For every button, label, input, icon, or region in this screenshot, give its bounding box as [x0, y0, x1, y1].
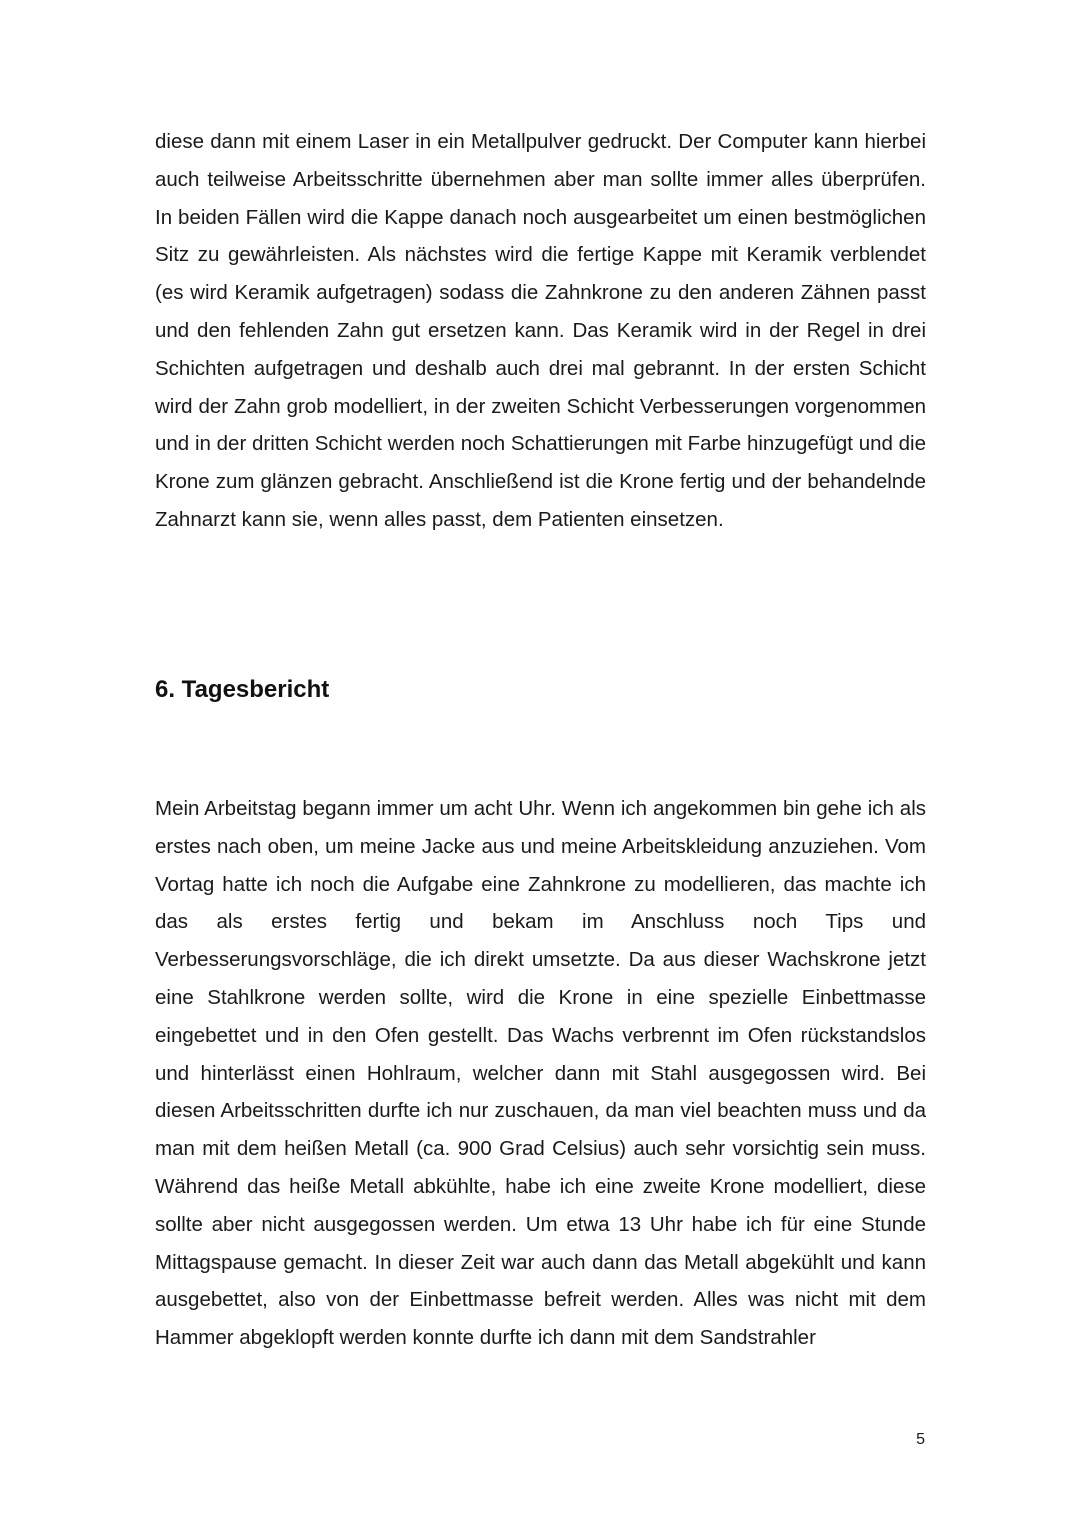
body-paragraph-daily-report: Mein Arbeitstag begann immer um acht Uhr. Wenn ich angekommen bin gehe ich als erstes nach oben, um meine Jacke aus und meine Arbeitskleidung anzuziehen. Vom Vortag hatte ich noch die Aufgabe eine Zahnkrone zu modellieren, das machte ich das als erstes fertig und bekam im Anschluss noch Tips und Verbesserungsvorschläge, die ich direkt umsetzte. Da aus dieser Wachskrone jetzt eine Stahlkrone werden sollte, wird die Krone in eine spezielle Einbettmasse eingebettet und in den Ofen gestellt. Das Wachs verbrennt im Ofen rückstandslos und hinterlässt einen Hohlraum, welcher dann mit Stahl ausgegossen wird. Bei diesen Arbeitsschritten durfte ich nur zuschauen, da man viel beachten muss und da man mit dem heißen Metall (ca. 900 Grad Celsius) auch sehr vorsichtig sein muss. Während das heiße Metall abkühlte, habe ich eine zweite Krone modelliert, diese sollte aber nicht ausgegossen werden. Um etwa 13 Uhr habe ich für eine Stunde Mittagspause gemacht. In dieser Zeit war auch dann das Metall abgekühlt und kann ausgebettet, also von der Einbettmasse befreit werden. Alles was nicht mit dem Hammer abgeklopft werden konnte durfte ich dann mit dem Sandstrahler: [155, 797, 926, 1350]
body-paragraph-continued: diese dann mit einem Laser in ein Metallpulver gedruckt. Der Computer kann hierbei auch teilweise Arbeitsschritte übernehmen aber man sollte immer alles überprüfen. In beiden Fällen wird die Kappe danach noch ausgearbeitet um einen bestmöglichen Sitz zu gewährleisten. Als nächstes wird die fertige Kappe mit Keramik verblendet (es wird Keramik aufgetragen) sodass die Zahnkrone zu den anderen Zähnen passt und den fehlenden Zahn gut ersetzen kann. Das Keramik wird in der Regel in drei Schichten aufgetragen und deshalb auch drei mal gebrannt. In der ersten Schicht wird der Zahn grob modelliert, in der zweiten Schicht Verbesserungen vorgenommen und in der dritten Schicht werden noch Schattierungen mit Farbe hinzugefügt und die Krone zum glänzen gebracht. Anschließend ist die Krone fertig und der behandelnde Zahnarzt kann sie, wenn alles passt, dem Patienten einsetzen.: [155, 130, 926, 531]
section-heading: 6. Tagesbericht: [155, 676, 330, 703]
page-number: 5: [916, 1431, 925, 1448]
